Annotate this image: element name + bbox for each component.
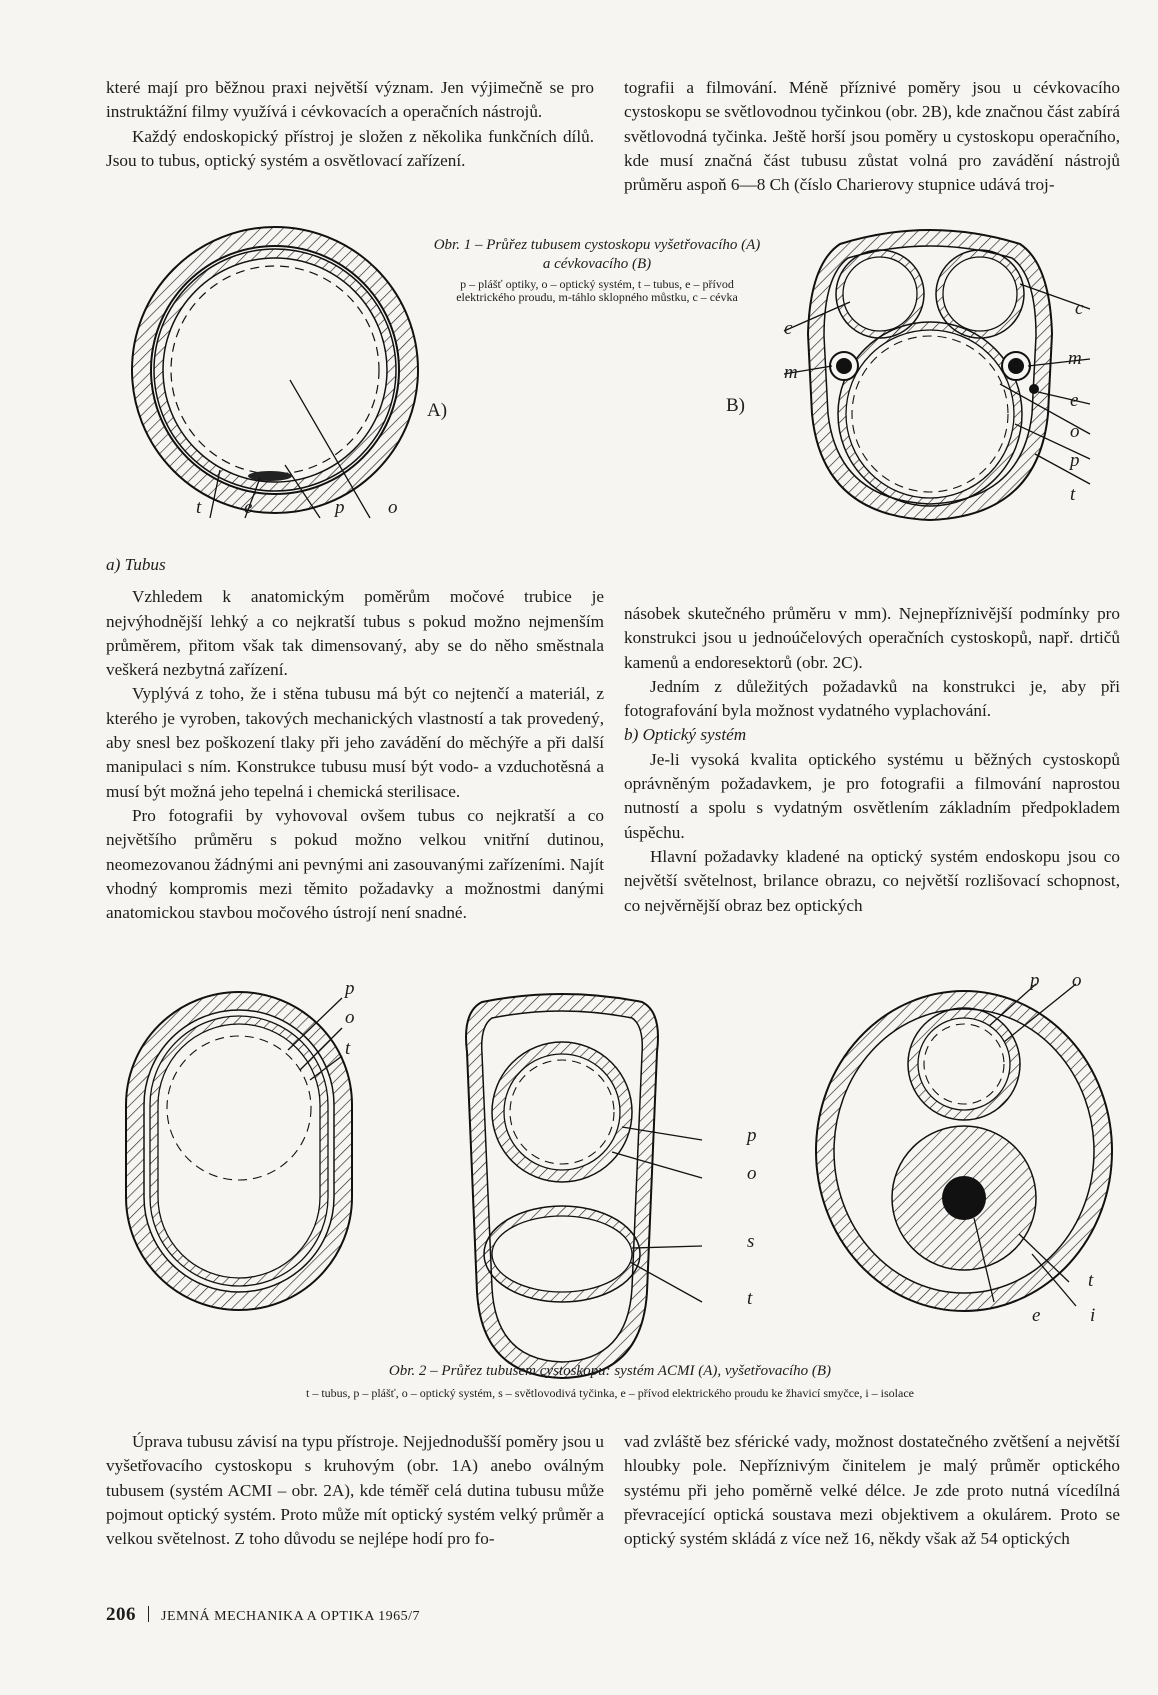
figure-1a-label: A) xyxy=(427,400,448,421)
paragraph: Jedním z důležitých požadavků na konstrukci je, aby při fotografování byla možnost vydatného vyplachování. xyxy=(624,676,1120,721)
figure-2c-letter-i: i xyxy=(1090,1305,1096,1326)
figure-1b-letter-o: o xyxy=(1070,421,1080,442)
figure-1-caption xyxy=(432,236,762,304)
figure-2c-letter-o: o xyxy=(1072,970,1082,991)
figure-1b-diagram xyxy=(800,224,1060,524)
figure-1b-letter-m: m xyxy=(1068,348,1082,369)
column-right-mid xyxy=(624,602,1120,918)
paragraph: Vyplývá z toho, že i stěna tubusu má být co nejtenčí a materiál, z kterého je vyroben, takových mechanických vlastností a tak provedený, aby snesl bez poškození tlaky při jeho zavádění do měchýře a při další manipulaci s ním. Konstrukce tubusu musí být vodo- a vzduchotěsná a musí být možná jeho tepelná i chemická sterilisace. xyxy=(106,684,604,801)
figure-1a-diagram xyxy=(110,220,440,520)
figure-1a-letter-o: o xyxy=(388,497,398,518)
paragraph: Úprava tubusu závisí na typu přístroje. Nejjednodušší poměry jsou u vyšetřovacího cystoskopu s kruhovým (obr. 1A) anebo oválným tubusem (systém ACMI – obr. 2A), kde téměř celá dutina tubusu může pojmout optický systém. Proto může mít optický systém velký průměr a velkou světelnost. Z toho důvodu se nejlépe hodí pro fo- xyxy=(106,1432,604,1549)
column-right-bottom xyxy=(624,1430,1120,1551)
figure-2c-letter-p: p xyxy=(1030,970,1040,991)
paragraph: tografii a filmování. Méně příznivé poměry jsou u cévkovacího cystoskopu se světlovodnou tyčinkou (obr. 2B), kde značnou část zabírá světlovodná tyčinka. Ještě horší jsou poměry u cystoskopu operačního, kde musí značná část tubusu zůstat volná pro zavádění nástrojů průměru aspoň 6—8 Ch (číslo Charierovy stupnice udává troj- xyxy=(624,78,1120,195)
figure-1-legend: p – plášť optiky, o – optický systém, t – tubus, e – přívod elektrického proudu, m-táhlo sklopného můstku, c – cévka xyxy=(456,277,738,304)
figure-1b-letter-c: c xyxy=(1075,298,1084,319)
figure-2b-letter-t: t xyxy=(747,1288,753,1309)
figure-1a-letter-p: p xyxy=(335,497,345,518)
paragraph: Je-li vysoká kvalita optického systému u běžných cystoskopů oprávněným požadavkem, je pro fotografii a filmování naprostou nutností a spolu s vydatným osvětlením základním předpokladem úspěchu. xyxy=(624,749,1120,842)
figure-2a-diagram xyxy=(120,990,360,1320)
figure-2-title: Obr. 2 – Průřez tubusem cystoskopu: systém ACMI (A), vyšetřovacího (B) xyxy=(388,1363,832,1379)
figure-2c-letter-e: e xyxy=(1032,1305,1041,1326)
journal-name: JEMNÁ MECHANIKA A OPTIKA 1965/7 xyxy=(161,1609,420,1624)
section-heading-opticky-system: b) Optický systém xyxy=(624,725,747,745)
figure-2a-letter-p: p xyxy=(345,978,355,999)
paragraph: Hlavní požadavky kladené na optický systém endoskopu jsou co největší světelnost, brilance obrazu, co největší rozlišovací schopnost, co nejvěrnější obraz bez optických xyxy=(624,846,1120,915)
paragraph: Pro fotografii by vyhovoval ovšem tubus co nejkratší a co největšího průměru s pokud možno velkou vnitřní dutinou, neomezovanou žádnými ani pevnými ani zasouvanými zařízeními. Najít vhodný kompromis mezi těmito požadavky a možnostmi danými anatomickou stavbou močového ústrojí není snadné. xyxy=(106,805,604,923)
figure-1b-letter-t: t xyxy=(1070,484,1076,505)
figure-1b-letter-m: m xyxy=(784,362,798,383)
figure-1a-letter-t: t xyxy=(196,497,202,518)
paragraph: vad zvláště bez sférické vady, možnost dostatečného zvětšení a největší hloubky pole. Nepříznivým činitelem je malý průměr optického systému při jeho poměrně velké délce. Je zde proto nutná vícedílná převracející optická soustava mezi objektivem a okulárem. Proto se optický systém skládá z více než 16, někdy však až 54 optických xyxy=(624,1432,1120,1549)
figure-1b-label: B) xyxy=(726,395,745,416)
column-left-bottom xyxy=(106,1430,604,1551)
page-number: 206 xyxy=(106,1604,136,1625)
column-right-top xyxy=(624,76,1120,197)
page-footer xyxy=(106,1604,420,1626)
figure-2b-diagram xyxy=(452,992,672,1382)
figure-2-legend: t – tubus, p – plášť, o – optický systém, s – světlovodivá tyčinka, e – přívod elektrického proudu ke žhavicí smyčce, i – isolace xyxy=(306,1386,914,1400)
paragraph: Vzhledem k anatomickým poměrům močové trubice je nejvýhodnější lehký a co nejkratší tubus s pokud možno nejmenším průměrem, přitom však tak dimensovaný, aby se do něho směstnala veškerá nezbytná zařízení. xyxy=(106,587,604,680)
figure-2c-letter-t: t xyxy=(1088,1270,1094,1291)
figure-1b-letter-c: c xyxy=(784,318,793,339)
figure-2b-letter-p: p xyxy=(747,1125,757,1146)
paragraph: Každý endoskopický přístroj je složen z několika funkčních dílů. Jsou to tubus, optický systém a osvětlovací zařízení. xyxy=(106,126,594,170)
figure-1b-letter-e: e xyxy=(1070,390,1079,411)
figure-2b-letter-o: o xyxy=(747,1163,757,1184)
section-heading-tubus: a) Tubus xyxy=(106,555,166,574)
figure-1b-letter-p: p xyxy=(1070,450,1080,471)
column-left-top xyxy=(106,76,594,173)
figure-2-caption xyxy=(190,1362,1030,1400)
figure-2a-letter-o: o xyxy=(345,1007,355,1028)
figure-1a-letter-e: e xyxy=(244,497,253,518)
column-left-mid xyxy=(106,553,604,925)
paragraph: které mají pro běžnou praxi největší význam. Jen výjimečně se pro instruktážní filmy využívá i cévkovacích a operačních nástrojů. xyxy=(106,78,594,122)
figure-1-title: Obr. 1 – Průřez tubusem cystoskopu vyšetřovacího (A) a cévkovacího (B) xyxy=(433,237,761,272)
footer-divider xyxy=(148,1606,149,1622)
figure-2c-diagram xyxy=(814,986,1114,1316)
figure-2b-letter-s: s xyxy=(747,1231,755,1252)
paragraph: násobek skutečného průměru v mm). Nejnepříznivější podmínky pro konstrukci jsou u jednoúčelových operačních cystoskopů, např. drtičů kamenů a endoresektorů (obr. 2C). xyxy=(624,604,1120,672)
figure-2a-letter-t: t xyxy=(345,1038,351,1059)
